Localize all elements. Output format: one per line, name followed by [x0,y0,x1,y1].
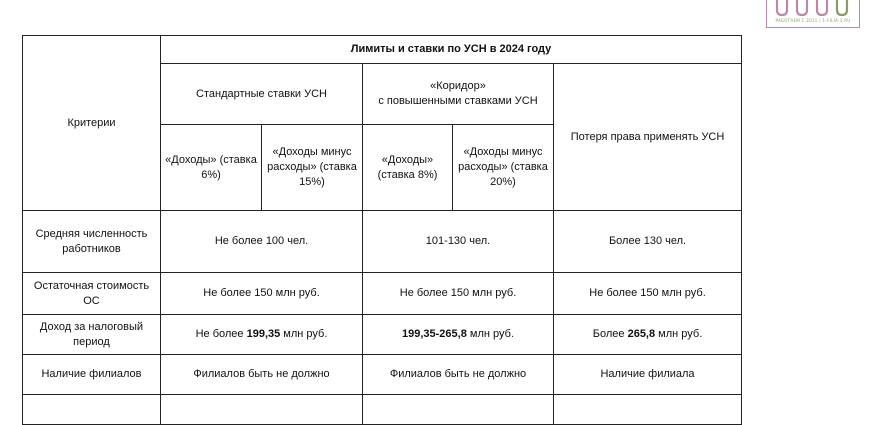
criterion-cell: Средняя численность работников [23,211,161,273]
standard-cell [161,315,363,355]
corridor-header [363,64,554,125]
table-row [23,273,742,315]
loss-cell [554,395,742,425]
table-row-partial [23,395,742,425]
brand-logo [766,0,860,28]
loss-cell: Более 130 чел. [554,211,742,273]
loss-cell [554,315,742,355]
corridor-cell: Филиалов быть не должно [363,355,554,395]
loss-of-right-header: Потеря права применять УСН [554,64,742,211]
loss-unit: млн руб. [655,328,703,340]
criterion-cell: Наличие филиалов [23,355,161,395]
standard-cell [161,395,363,425]
std-income-header: «Доходы» (ставка 6%) [161,125,262,211]
usn-limits-table [22,35,742,425]
corridor-unit: млн руб. [466,328,514,340]
loss-prefix: Более [592,328,628,340]
corridor-subtitle: с повышенными ставками УСН [378,95,538,107]
corridor-cell [363,315,554,355]
loss-cell: Не более 150 млн руб. [554,273,742,315]
standard-rates-header: Стандартные ставки УСН [161,64,363,125]
corridor-title: «Коридор» [430,80,486,92]
table-row [23,211,742,273]
std-income-minus-header: «Доходы минус расходы» (ставка 15%) [262,125,363,211]
standard-prefix: Не более [195,328,247,340]
standard-cell: Не более 150 млн руб. [161,273,363,315]
logo-tagline: РАБОТАЕМ С 2011 | 1-FILIA-1.RU [775,18,851,23]
criterion-cell: Доход за налоговый период [23,315,161,355]
table-title: Лимиты и ставки по УСН в 2024 году [161,36,742,64]
standard-cell: Филиалов быть не должно [161,355,363,395]
cor-income-header: «Доходы» (ставка 8%) [363,125,453,211]
criterion-cell [23,395,161,425]
corridor-cell: 101-130 чел. [363,211,554,273]
logo-mark-icon [773,0,855,18]
cor-income-minus-header: «Доходы минус расходы» (ставка 20%) [453,125,554,211]
corridor-value: 199,35-265,8 [402,328,467,340]
corridor-cell: Не более 150 млн руб. [363,273,554,315]
corridor-cell [363,395,554,425]
criterion-cell: Остаточная стоимость ОС [23,273,161,315]
loss-cell: Наличие филиала [554,355,742,395]
standard-cell: Не более 100 чел. [161,211,363,273]
loss-value: 265,8 [627,328,656,340]
standard-unit: млн руб. [280,328,328,340]
criteria-header: Критерии [23,36,161,211]
standard-value: 199,35 [246,328,281,340]
table-row [23,355,742,395]
table-row [23,315,742,355]
